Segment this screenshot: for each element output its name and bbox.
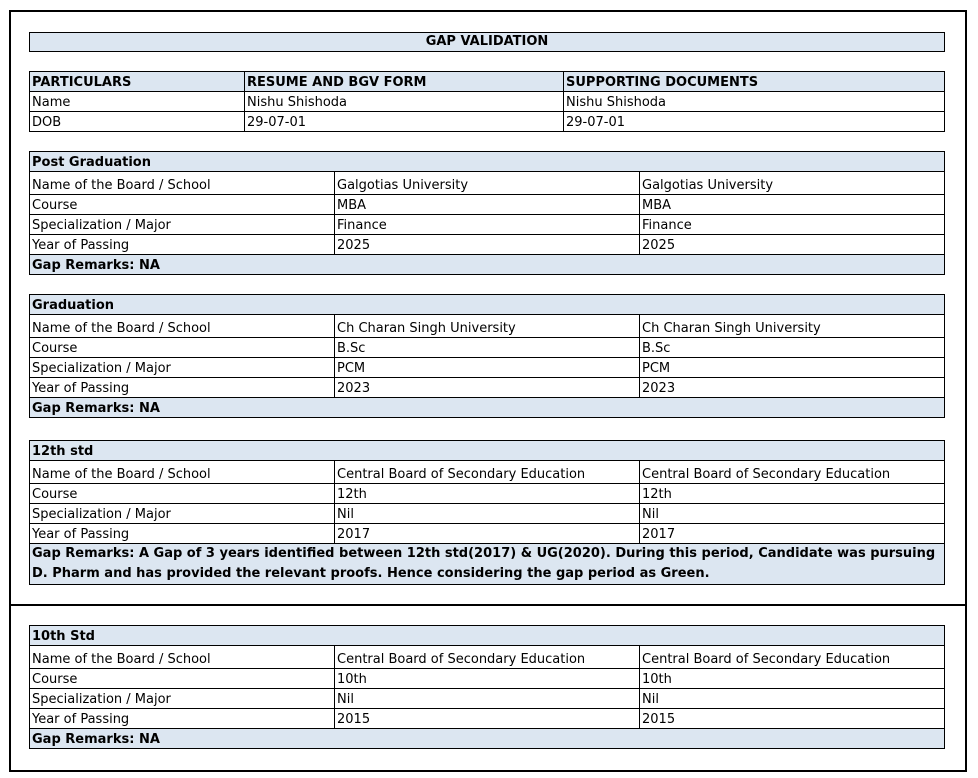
section-12th-std	[29, 440, 945, 585]
row-label: Course	[30, 195, 335, 215]
section-heading: Post Graduation	[30, 152, 945, 172]
row-resume-value: Central Board of Secondary Education	[335, 646, 640, 669]
row-label: Year of Passing	[30, 235, 335, 255]
row-resume-value: Finance	[335, 215, 640, 235]
row-resume-value: 2017	[335, 524, 640, 544]
row-label: Name	[30, 92, 245, 112]
row-resume-value: B.Sc	[335, 338, 640, 358]
gap-remarks: Gap Remarks: NA	[30, 729, 945, 749]
gap-remarks: Gap Remarks: NA	[30, 255, 945, 275]
header-resume: RESUME AND BGV FORM	[245, 72, 564, 92]
row-docs-value: 10th	[640, 669, 945, 689]
section-graduation	[29, 294, 945, 418]
gap-remarks: Gap Remarks: A Gap of 3 years identified between 12th std(2017) & UG(2020). During this period, Candidate was pursuing D. Pharm and has provided the relevant proofs. Hence considering the gap period as Green.	[30, 544, 945, 585]
row-resume-value: 10th	[335, 669, 640, 689]
row-docs-value: Nishu Shishoda	[564, 92, 945, 112]
row-docs-value: 12th	[640, 484, 945, 504]
row-docs-value: MBA	[640, 195, 945, 215]
row-resume-value: Galgotias University	[335, 172, 640, 195]
row-docs-value: Central Board of Secondary Education	[640, 646, 945, 669]
section-10th-std	[29, 625, 945, 749]
header-particulars: PARTICULARS	[30, 72, 245, 92]
header-docs: SUPPORTING DOCUMENTS	[564, 72, 945, 92]
row-label: Name of the Board / School	[30, 315, 335, 338]
row-resume-value: 2023	[335, 378, 640, 398]
row-label: Year of Passing	[30, 524, 335, 544]
row-label: Name of the Board / School	[30, 646, 335, 669]
table-row	[30, 92, 945, 112]
row-resume-value: 2025	[335, 235, 640, 255]
section-heading: Graduation	[30, 295, 945, 315]
row-docs-value: 2023	[640, 378, 945, 398]
row-label: Name of the Board / School	[30, 461, 335, 484]
row-resume-value: Ch Charan Singh University	[335, 315, 640, 338]
row-label: Specialization / Major	[30, 215, 335, 235]
row-label: Year of Passing	[30, 378, 335, 398]
page-title: GAP VALIDATION	[29, 32, 945, 52]
row-label: Name of the Board / School	[30, 172, 335, 195]
row-docs-value: 2025	[640, 235, 945, 255]
row-resume-value: Central Board of Secondary Education	[335, 461, 640, 484]
row-resume-value: 29-07-01	[245, 112, 564, 132]
row-label: Specialization / Major	[30, 358, 335, 378]
row-label: Specialization / Major	[30, 689, 335, 709]
header-row	[30, 72, 945, 92]
gap-remarks: Gap Remarks: NA	[30, 398, 945, 418]
row-docs-value: 2017	[640, 524, 945, 544]
section-post-graduation	[29, 151, 945, 275]
row-resume-value: Nishu Shishoda	[245, 92, 564, 112]
row-docs-value: Galgotias University	[640, 172, 945, 195]
row-docs-value: PCM	[640, 358, 945, 378]
row-resume-value: Nil	[335, 689, 640, 709]
row-docs-value: Central Board of Secondary Education	[640, 461, 945, 484]
section-heading: 12th std	[30, 441, 945, 461]
row-resume-value: 12th	[335, 484, 640, 504]
section-heading: 10th Std	[30, 626, 945, 646]
row-resume-value: Nil	[335, 504, 640, 524]
row-docs-value: Finance	[640, 215, 945, 235]
row-docs-value: Nil	[640, 504, 945, 524]
personal-table	[29, 71, 945, 132]
row-label: Course	[30, 484, 335, 504]
row-label: Year of Passing	[30, 709, 335, 729]
row-label: Course	[30, 338, 335, 358]
table-row	[30, 112, 945, 132]
row-label: Course	[30, 669, 335, 689]
row-resume-value: PCM	[335, 358, 640, 378]
row-docs-value: B.Sc	[640, 338, 945, 358]
row-docs-value: 2015	[640, 709, 945, 729]
row-label: Specialization / Major	[30, 504, 335, 524]
row-label: DOB	[30, 112, 245, 132]
row-resume-value: MBA	[335, 195, 640, 215]
row-docs-value: Nil	[640, 689, 945, 709]
row-resume-value: 2015	[335, 709, 640, 729]
row-docs-value: Ch Charan Singh University	[640, 315, 945, 338]
row-docs-value: 29-07-01	[564, 112, 945, 132]
